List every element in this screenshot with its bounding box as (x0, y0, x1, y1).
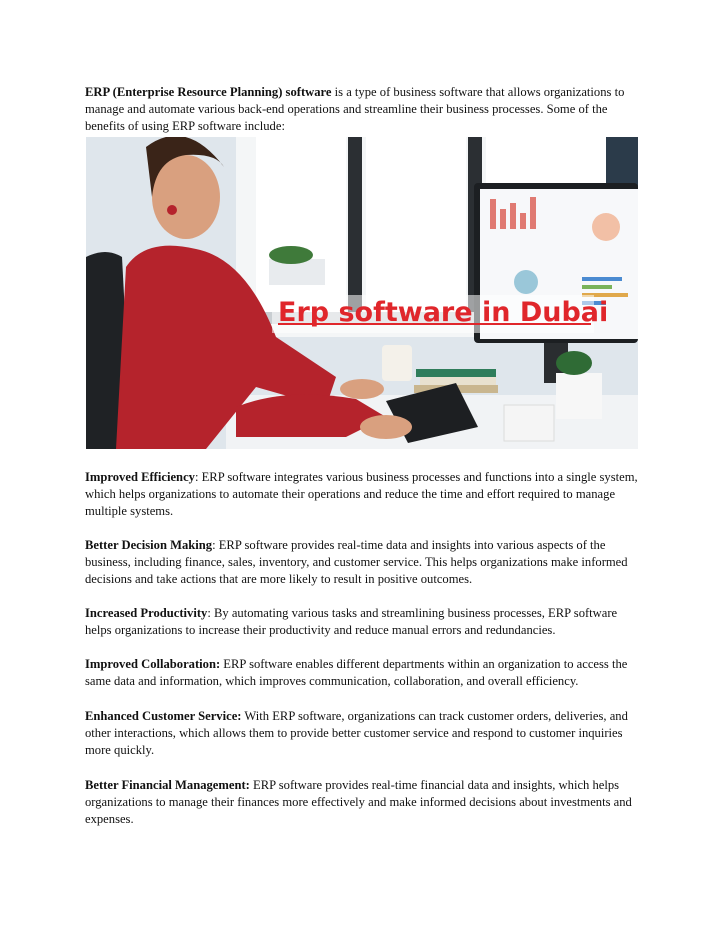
intro-text: is a type of business software that allows organizations to manage and automate various back-end operations and streamline their business processes. Some of the benefits of using ERP software include: (85, 85, 625, 133)
benefit-paragraph (85, 605, 640, 639)
benefit-paragraph (85, 469, 640, 520)
benefit-title: Better Financial Management: (85, 778, 250, 792)
benefit-text: ERP software integrates various business processes and functions into a single system, which helps organizations to automate their operations and reduce the time and effort required to manage multiple systems. (85, 470, 638, 518)
benefit-paragraph (85, 537, 640, 588)
benefit-text: With ERP software, organizations can track customer orders, deliveries, and other interactions, which allows them to provide better customer service and respond to customer inquiries more quickly. (85, 709, 628, 757)
benefit-text: ERP software provides real-time data and insights into various aspects of the business, including finance, sales, inventory, and customer service. This helps organizations make informed decisions and take actions that are more likely to result in positive outcomes. (85, 538, 628, 586)
benefit-separator: : (207, 606, 211, 620)
benefit-title: Improved Efficiency (85, 470, 195, 484)
benefit-text: ERP software enables different departments within an organization to access the same data and information, which improves communication, collaboration, and overall efficiency. (85, 657, 628, 688)
benefit-text: By automating various tasks and streamlining business processes, ERP software helps organizations to increase their productivity and reduce manual errors and redundancies. (85, 606, 618, 637)
benefit-paragraph (85, 656, 640, 690)
benefit-title: Enhanced Customer Service: (85, 709, 242, 723)
intro-paragraph (85, 84, 640, 135)
benefit-paragraph (85, 708, 640, 759)
benefit-paragraph (85, 777, 640, 828)
benefit-title: Increased Productivity (85, 606, 208, 620)
intro-term: ERP (Enterprise Resource Planning) software (85, 85, 332, 99)
banner-title: Erp software in Dubai (278, 297, 609, 328)
hero-image (86, 137, 638, 449)
benefit-separator: : (212, 538, 216, 552)
benefit-title: Improved Collaboration: (85, 657, 221, 671)
office-photo-illustration (86, 137, 638, 449)
benefit-text: ERP software provides real-time financial data and insights, which helps organizations to manage their finances more effectively and make informed decisions about investments and expenses. (85, 778, 632, 826)
benefit-title: Better Decision Making (85, 538, 213, 552)
benefit-separator: : (194, 470, 199, 484)
